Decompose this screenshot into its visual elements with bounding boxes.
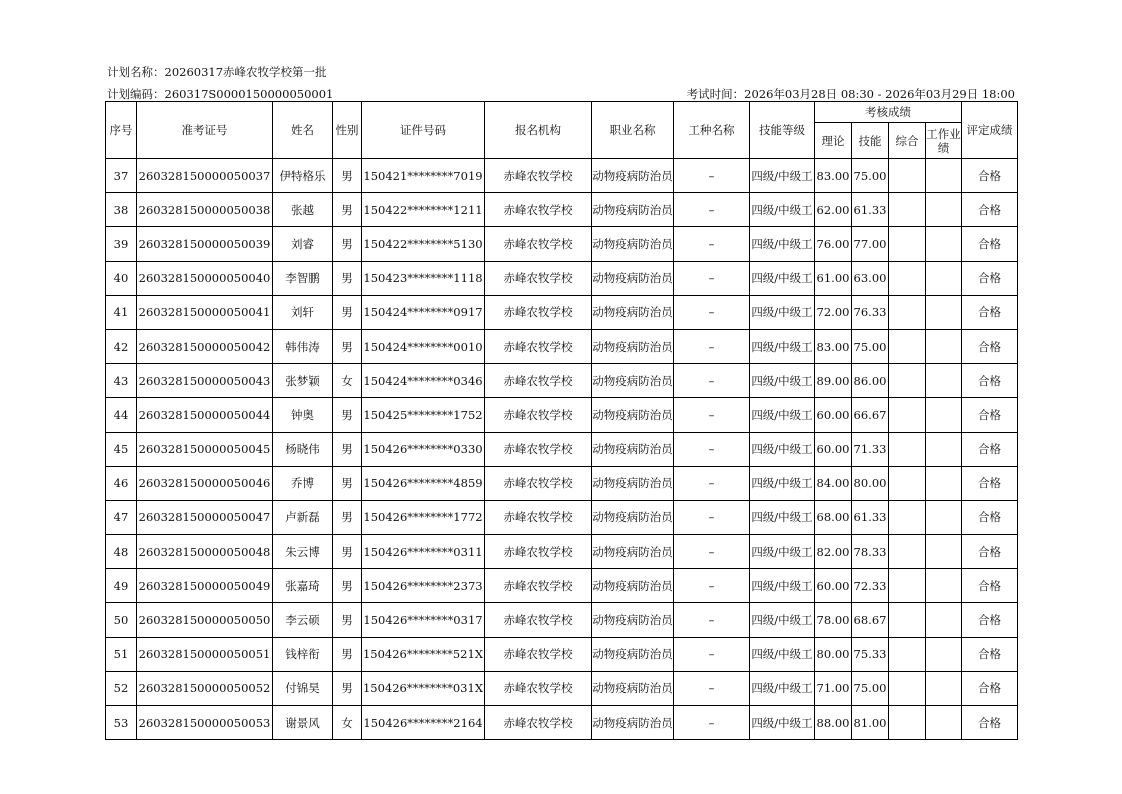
cell-id: 150424********0346 <box>362 364 485 398</box>
cell-id: 150426********2164 <box>362 706 485 740</box>
cell-gender: 男 <box>333 227 362 261</box>
cell-work <box>926 364 962 398</box>
cell-work <box>926 398 962 432</box>
cell-work <box>926 432 962 466</box>
cell-rating: 合格 <box>962 603 1018 637</box>
table-row <box>106 671 1018 705</box>
cell-trade: – <box>674 227 750 261</box>
cell-id: 150424********0917 <box>362 295 485 329</box>
cell-org: 赤峰农牧学校 <box>485 569 592 603</box>
cell-org: 赤峰农牧学校 <box>485 398 592 432</box>
cell-id: 150421********7019 <box>362 159 485 193</box>
table-row <box>106 603 1018 637</box>
cell-theory: 68.00 <box>815 500 852 534</box>
cell-skill: 75.33 <box>852 637 889 671</box>
cell-theory: 76.00 <box>815 227 852 261</box>
cell-name: 卢新磊 <box>273 500 333 534</box>
cell-work <box>926 637 962 671</box>
cell-ticket: 260328150000050051 <box>137 637 273 671</box>
cell-name: 刘睿 <box>273 227 333 261</box>
cell-work <box>926 603 962 637</box>
cell-combined <box>889 227 926 261</box>
cell-org: 赤峰农牧学校 <box>485 329 592 363</box>
cell-skill: 75.00 <box>852 671 889 705</box>
cell-id: 150426********521X <box>362 637 485 671</box>
cell-ticket: 260328150000050040 <box>137 261 273 295</box>
cell-occupation: 动物疫病防治员 <box>592 603 674 637</box>
cell-ticket: 260328150000050041 <box>137 295 273 329</box>
cell-theory: 88.00 <box>815 706 852 740</box>
cell-theory: 60.00 <box>815 398 852 432</box>
cell-occupation: 动物疫病防治员 <box>592 535 674 569</box>
cell-trade: – <box>674 261 750 295</box>
cell-id: 150426********1772 <box>362 500 485 534</box>
cell-theory: 84.00 <box>815 466 852 500</box>
col-trade: 工种名称 <box>674 102 750 159</box>
cell-skill: 68.67 <box>852 603 889 637</box>
cell-gender: 男 <box>333 500 362 534</box>
cell-ticket: 260328150000050043 <box>137 364 273 398</box>
cell-level: 四级/中级工 <box>750 671 815 705</box>
cell-seq: 37 <box>106 159 137 193</box>
cell-id: 150426********2373 <box>362 569 485 603</box>
col-ticket: 准考证号 <box>137 102 273 159</box>
cell-trade: – <box>674 398 750 432</box>
cell-level: 四级/中级工 <box>750 364 815 398</box>
cell-theory: 60.00 <box>815 569 852 603</box>
results-table <box>105 101 1018 740</box>
cell-occupation: 动物疫病防治员 <box>592 261 674 295</box>
cell-theory: 61.00 <box>815 261 852 295</box>
cell-name: 张嘉琦 <box>273 569 333 603</box>
cell-level: 四级/中级工 <box>750 261 815 295</box>
table-row <box>106 706 1018 740</box>
table-row <box>106 295 1018 329</box>
col-id: 证件号码 <box>362 102 485 159</box>
cell-rating: 合格 <box>962 159 1018 193</box>
cell-occupation: 动物疫病防治员 <box>592 159 674 193</box>
table-body <box>106 159 1018 740</box>
cell-theory: 78.00 <box>815 603 852 637</box>
cell-gender: 女 <box>333 364 362 398</box>
cell-name: 付锦昊 <box>273 671 333 705</box>
cell-seq: 40 <box>106 261 137 295</box>
cell-rating: 合格 <box>962 637 1018 671</box>
cell-ticket: 260328150000050038 <box>137 193 273 227</box>
cell-occupation: 动物疫病防治员 <box>592 329 674 363</box>
cell-level: 四级/中级工 <box>750 398 815 432</box>
cell-seq: 42 <box>106 329 137 363</box>
exam-time: 考试时间：2026年03月28日 08:30 - 2026年03月29日 18:00 <box>686 87 1015 101</box>
cell-ticket: 260328150000050050 <box>137 603 273 637</box>
table-row <box>106 261 1018 295</box>
cell-ticket: 260328150000050049 <box>137 569 273 603</box>
table-row <box>106 227 1018 261</box>
cell-seq: 39 <box>106 227 137 261</box>
cell-name: 伊特格乐 <box>273 159 333 193</box>
cell-gender: 男 <box>333 193 362 227</box>
cell-name: 朱云博 <box>273 535 333 569</box>
cell-org: 赤峰农牧学校 <box>485 193 592 227</box>
cell-name: 李智鹏 <box>273 261 333 295</box>
cell-rating: 合格 <box>962 535 1018 569</box>
cell-ticket: 260328150000050046 <box>137 466 273 500</box>
col-work: 工作业绩 <box>926 123 962 159</box>
cell-name: 韩伟涛 <box>273 329 333 363</box>
cell-org: 赤峰农牧学校 <box>485 227 592 261</box>
cell-theory: 72.00 <box>815 295 852 329</box>
cell-rating: 合格 <box>962 432 1018 466</box>
col-rating: 评定成绩 <box>962 102 1018 159</box>
cell-gender: 男 <box>333 159 362 193</box>
cell-rating: 合格 <box>962 295 1018 329</box>
cell-org: 赤峰农牧学校 <box>485 535 592 569</box>
cell-occupation: 动物疫病防治员 <box>592 432 674 466</box>
col-combined: 综合 <box>889 123 926 159</box>
table-row <box>106 432 1018 466</box>
cell-gender: 男 <box>333 603 362 637</box>
cell-seq: 45 <box>106 432 137 466</box>
cell-gender: 男 <box>333 398 362 432</box>
cell-combined <box>889 603 926 637</box>
plan-code: 计划编码：260317S0000150000050001 <box>107 87 334 101</box>
cell-level: 四级/中级工 <box>750 500 815 534</box>
cell-gender: 男 <box>333 329 362 363</box>
cell-rating: 合格 <box>962 466 1018 500</box>
cell-gender: 男 <box>333 637 362 671</box>
cell-occupation: 动物疫病防治员 <box>592 398 674 432</box>
cell-skill: 75.00 <box>852 159 889 193</box>
cell-level: 四级/中级工 <box>750 227 815 261</box>
cell-seq: 49 <box>106 569 137 603</box>
cell-rating: 合格 <box>962 329 1018 363</box>
cell-trade: – <box>674 500 750 534</box>
cell-level: 四级/中级工 <box>750 159 815 193</box>
cell-skill: 81.00 <box>852 706 889 740</box>
cell-seq: 53 <box>106 706 137 740</box>
cell-combined <box>889 159 926 193</box>
cell-work <box>926 227 962 261</box>
cell-trade: – <box>674 295 750 329</box>
cell-id: 150426********4859 <box>362 466 485 500</box>
cell-rating: 合格 <box>962 364 1018 398</box>
cell-combined <box>889 535 926 569</box>
cell-gender: 男 <box>333 432 362 466</box>
cell-org: 赤峰农牧学校 <box>485 671 592 705</box>
cell-skill: 76.33 <box>852 295 889 329</box>
cell-id: 150422********1211 <box>362 193 485 227</box>
cell-ticket: 260328150000050042 <box>137 329 273 363</box>
cell-combined <box>889 500 926 534</box>
cell-name: 杨晓伟 <box>273 432 333 466</box>
cell-combined <box>889 671 926 705</box>
cell-ticket: 260328150000050039 <box>137 227 273 261</box>
cell-name: 谢景风 <box>273 706 333 740</box>
cell-occupation: 动物疫病防治员 <box>592 706 674 740</box>
table-row <box>106 535 1018 569</box>
table-row <box>106 500 1018 534</box>
cell-seq: 43 <box>106 364 137 398</box>
cell-occupation: 动物疫病防治员 <box>592 569 674 603</box>
cell-level: 四级/中级工 <box>750 637 815 671</box>
cell-seq: 46 <box>106 466 137 500</box>
col-scores-group: 考核成绩 <box>815 102 962 123</box>
cell-org: 赤峰农牧学校 <box>485 295 592 329</box>
cell-trade: – <box>674 637 750 671</box>
cell-combined <box>889 295 926 329</box>
cell-skill: 61.33 <box>852 193 889 227</box>
cell-trade: – <box>674 671 750 705</box>
cell-ticket: 260328150000050053 <box>137 706 273 740</box>
col-gender: 性别 <box>333 102 362 159</box>
cell-trade: – <box>674 466 750 500</box>
cell-name: 张越 <box>273 193 333 227</box>
cell-rating: 合格 <box>962 193 1018 227</box>
cell-theory: 83.00 <box>815 329 852 363</box>
cell-org: 赤峰农牧学校 <box>485 706 592 740</box>
col-theory: 理论 <box>815 123 852 159</box>
cell-occupation: 动物疫病防治员 <box>592 466 674 500</box>
cell-work <box>926 466 962 500</box>
cell-id: 150425********1752 <box>362 398 485 432</box>
cell-rating: 合格 <box>962 398 1018 432</box>
cell-work <box>926 295 962 329</box>
cell-name: 李云硕 <box>273 603 333 637</box>
cell-rating: 合格 <box>962 227 1018 261</box>
cell-rating: 合格 <box>962 706 1018 740</box>
cell-gender: 男 <box>333 535 362 569</box>
cell-work <box>926 706 962 740</box>
cell-work <box>926 535 962 569</box>
cell-rating: 合格 <box>962 261 1018 295</box>
cell-gender: 男 <box>333 295 362 329</box>
cell-rating: 合格 <box>962 671 1018 705</box>
cell-trade: – <box>674 603 750 637</box>
cell-theory: 71.00 <box>815 671 852 705</box>
cell-gender: 男 <box>333 569 362 603</box>
cell-skill: 78.33 <box>852 535 889 569</box>
cell-work <box>926 193 962 227</box>
cell-level: 四级/中级工 <box>750 569 815 603</box>
table-row <box>106 193 1018 227</box>
cell-org: 赤峰农牧学校 <box>485 364 592 398</box>
cell-occupation: 动物疫病防治员 <box>592 364 674 398</box>
cell-org: 赤峰农牧学校 <box>485 500 592 534</box>
col-occupation: 职业名称 <box>592 102 674 159</box>
cell-org: 赤峰农牧学校 <box>485 261 592 295</box>
cell-occupation: 动物疫病防治员 <box>592 500 674 534</box>
cell-occupation: 动物疫病防治员 <box>592 295 674 329</box>
cell-occupation: 动物疫病防治员 <box>592 193 674 227</box>
cell-occupation: 动物疫病防治员 <box>592 227 674 261</box>
cell-combined <box>889 569 926 603</box>
cell-skill: 72.33 <box>852 569 889 603</box>
cell-seq: 50 <box>106 603 137 637</box>
cell-org: 赤峰农牧学校 <box>485 637 592 671</box>
cell-ticket: 260328150000050045 <box>137 432 273 466</box>
cell-org: 赤峰农牧学校 <box>485 603 592 637</box>
col-skill: 技能 <box>852 123 889 159</box>
cell-trade: – <box>674 569 750 603</box>
cell-skill: 86.00 <box>852 364 889 398</box>
cell-skill: 75.00 <box>852 329 889 363</box>
cell-work <box>926 329 962 363</box>
cell-combined <box>889 364 926 398</box>
cell-ticket: 260328150000050044 <box>137 398 273 432</box>
cell-seq: 52 <box>106 671 137 705</box>
cell-id: 150423********1118 <box>362 261 485 295</box>
cell-trade: – <box>674 159 750 193</box>
cell-theory: 80.00 <box>815 637 852 671</box>
cell-trade: – <box>674 706 750 740</box>
cell-trade: – <box>674 193 750 227</box>
cell-combined <box>889 398 926 432</box>
cell-level: 四级/中级工 <box>750 432 815 466</box>
col-level: 技能等级 <box>750 102 815 159</box>
cell-theory: 83.00 <box>815 159 852 193</box>
cell-rating: 合格 <box>962 569 1018 603</box>
table-row <box>106 364 1018 398</box>
cell-skill: 63.00 <box>852 261 889 295</box>
plan-name: 计划名称：20260317赤峰农牧学校第一批 <box>107 65 327 79</box>
cell-work <box>926 671 962 705</box>
cell-id: 150426********0317 <box>362 603 485 637</box>
cell-theory: 60.00 <box>815 432 852 466</box>
col-seq: 序号 <box>106 102 137 159</box>
table-row <box>106 466 1018 500</box>
cell-combined <box>889 329 926 363</box>
cell-seq: 47 <box>106 500 137 534</box>
cell-id: 150424********0010 <box>362 329 485 363</box>
cell-combined <box>889 432 926 466</box>
cell-theory: 62.00 <box>815 193 852 227</box>
table-row <box>106 329 1018 363</box>
cell-skill: 61.33 <box>852 500 889 534</box>
cell-level: 四级/中级工 <box>750 535 815 569</box>
col-name: 姓名 <box>273 102 333 159</box>
cell-seq: 44 <box>106 398 137 432</box>
col-org: 报名机构 <box>485 102 592 159</box>
cell-theory: 89.00 <box>815 364 852 398</box>
cell-name: 钱梓衔 <box>273 637 333 671</box>
cell-seq: 38 <box>106 193 137 227</box>
cell-combined <box>889 261 926 295</box>
cell-id: 150426********0311 <box>362 535 485 569</box>
cell-trade: – <box>674 364 750 398</box>
cell-ticket: 260328150000050037 <box>137 159 273 193</box>
cell-gender: 女 <box>333 706 362 740</box>
table-row <box>106 637 1018 671</box>
cell-gender: 男 <box>333 466 362 500</box>
cell-level: 四级/中级工 <box>750 706 815 740</box>
cell-trade: – <box>674 432 750 466</box>
cell-name: 张梦颖 <box>273 364 333 398</box>
cell-name: 钟奥 <box>273 398 333 432</box>
cell-ticket: 260328150000050047 <box>137 500 273 534</box>
cell-name: 乔博 <box>273 466 333 500</box>
cell-trade: – <box>674 329 750 363</box>
cell-seq: 48 <box>106 535 137 569</box>
cell-level: 四级/中级工 <box>750 295 815 329</box>
cell-ticket: 260328150000050048 <box>137 535 273 569</box>
cell-gender: 男 <box>333 671 362 705</box>
cell-combined <box>889 466 926 500</box>
cell-id: 150426********0330 <box>362 432 485 466</box>
cell-skill: 77.00 <box>852 227 889 261</box>
cell-org: 赤峰农牧学校 <box>485 432 592 466</box>
cell-seq: 51 <box>106 637 137 671</box>
cell-seq: 41 <box>106 295 137 329</box>
cell-skill: 71.33 <box>852 432 889 466</box>
cell-trade: – <box>674 535 750 569</box>
cell-work <box>926 569 962 603</box>
cell-combined <box>889 706 926 740</box>
cell-skill: 66.67 <box>852 398 889 432</box>
cell-level: 四级/中级工 <box>750 329 815 363</box>
cell-skill: 80.00 <box>852 466 889 500</box>
cell-theory: 82.00 <box>815 535 852 569</box>
cell-combined <box>889 637 926 671</box>
cell-id: 150422********5130 <box>362 227 485 261</box>
table-row <box>106 159 1018 193</box>
cell-work <box>926 500 962 534</box>
cell-occupation: 动物疫病防治员 <box>592 671 674 705</box>
cell-gender: 男 <box>333 261 362 295</box>
cell-rating: 合格 <box>962 500 1018 534</box>
cell-combined <box>889 193 926 227</box>
table-row <box>106 398 1018 432</box>
cell-level: 四级/中级工 <box>750 466 815 500</box>
cell-work <box>926 261 962 295</box>
cell-level: 四级/中级工 <box>750 193 815 227</box>
cell-occupation: 动物疫病防治员 <box>592 637 674 671</box>
cell-ticket: 260328150000050052 <box>137 671 273 705</box>
cell-level: 四级/中级工 <box>750 603 815 637</box>
cell-work <box>926 159 962 193</box>
cell-name: 刘轩 <box>273 295 333 329</box>
cell-org: 赤峰农牧学校 <box>485 159 592 193</box>
cell-org: 赤峰农牧学校 <box>485 466 592 500</box>
cell-id: 150426********031X <box>362 671 485 705</box>
table-row <box>106 569 1018 603</box>
